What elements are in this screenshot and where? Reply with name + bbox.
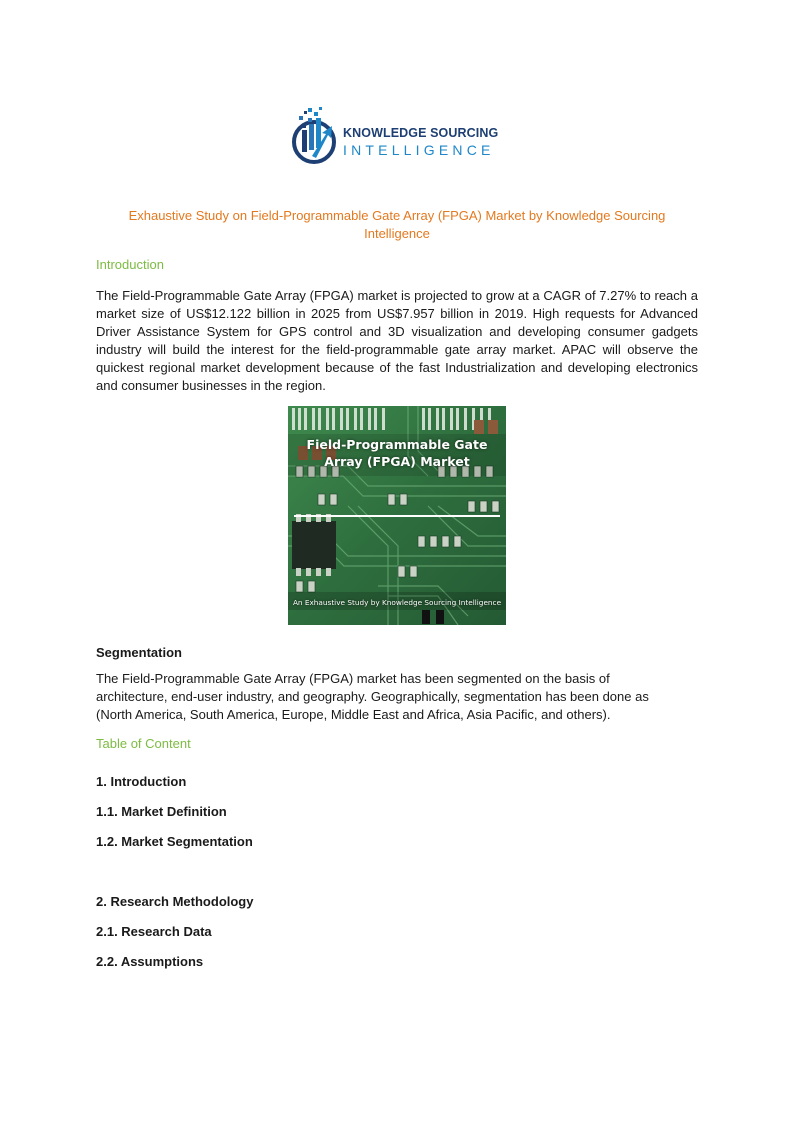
cover-image-caption: An Exhaustive Study by Knowledge Sourcing Intelligence [292, 598, 502, 607]
toc-item: 1.2. Market Segmentation [96, 834, 253, 849]
toc-item: 2.2. Assumptions [96, 954, 204, 969]
cover-image-divider [294, 515, 500, 517]
company-logo [290, 104, 510, 166]
segmentation-heading: Segmentation [96, 645, 182, 660]
cover-image-title: Field-Programmable Gate Array (FPGA) Market [306, 437, 488, 469]
toc-item: 2. Research Methodology [96, 894, 254, 909]
logo-emblem-icon [290, 104, 342, 166]
segmentation-paragraph: The Field-Programmable Gate Array (FPGA) market has been segmented on the basis of architecture, end-user industry, and geography. Geographically, segmentation has been done as (North America, South America, Europe, Middle East and Africa, Asia Pacific, and others). [96, 671, 649, 722]
toc-item: 2.1. Research Data [96, 924, 212, 939]
toc-item: 1.1. Market Definition [96, 804, 227, 819]
toc-item: 1. Introduction [96, 774, 187, 789]
toc-heading: Table of Content [96, 736, 191, 751]
introduction-paragraph: The Field-Programmable Gate Array (FPGA) market is projected to grow at a CAGR of 7.27% to reach a market size of US$12.122 billion in 2025 from US$7.957 billion in 2019. High requests for Advanced Driver Assistance System for GPS control and 3D visualization and developing consumer gadgets industry will build the interest for the field-programmable gate array market. APAC will observe the quickest regional market development because of the fast Industrialization and developing electronics and consumer businesses in the region. [96, 288, 698, 393]
introduction-heading: Introduction [96, 257, 164, 272]
market-cover-image [288, 406, 506, 625]
logo-text-primary: KNOWLEDGE SOURCING [343, 126, 499, 140]
document-title: Exhaustive Study on Field-Programmable Gate Array (FPGA) Market by Knowledge Sourcing Intelligence [128, 208, 666, 241]
logo-text-secondary: INTELLIGENCE [343, 142, 495, 158]
